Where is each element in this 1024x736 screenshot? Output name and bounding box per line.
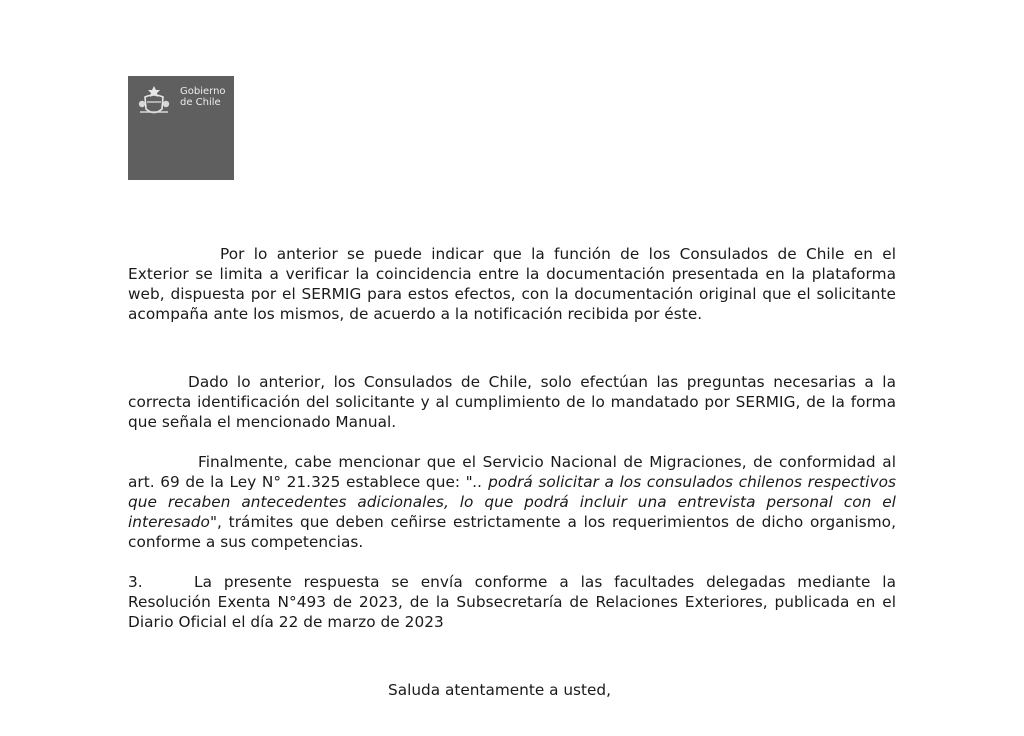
quoted-law-text: .. podrá solicitar a los consulados chilenos respectivos que recaben antecedentes adicionales, lo que podrá incluir una entrevista personal con el interesado	[128, 473, 896, 531]
paragraph-ley-21325	[128, 452, 896, 552]
coat-of-arms-icon	[136, 84, 172, 118]
closing-salutation: Saluda atentamente a usted,	[388, 681, 611, 699]
numbered-item-3	[128, 572, 896, 632]
gobierno-de-chile-logo	[128, 76, 234, 180]
paragraph-consulados-function: Por lo anterior se puede indicar que la función de los Consulados de Chile en el Exterior se limita a verificar la coincidencia entre la documentación presentada en la plataforma web, dispuesta por el SERMIG para estos efectos, con la documentación original que el solicitante acompaña ante los mismos, de acuerdo a la notificación recibida por éste.	[128, 245, 896, 323]
paragraph-tail: ", trámites que deben ceñirse estrictamente a los requerimientos de dicho organismo, conforme a sus competencias.	[128, 513, 896, 551]
item-number: 3.	[128, 573, 143, 591]
logo-line-2: de Chile	[180, 97, 221, 108]
paragraph-consulados-questions: Dado lo anterior, los Consulados de Chile, solo efectúan las preguntas necesarias a la correcta identificación del solicitante y al cumplimiento de lo mandatado por SERMIG, de la forma que señala el mencionado Manual.	[128, 373, 896, 431]
paragraph-lead: Finalmente, cabe mencionar que el Servicio Nacional de Migraciones, de conformidad al art. 69 de la Ley N° 21.325 establece que: "	[128, 453, 896, 491]
logo-line-1: Gobierno	[180, 86, 226, 97]
item-text: La presente respuesta se envía conforme a las facultades delegadas mediante la Resolución Exenta N°493 de 2023, de la Subsecretaría de Relaciones Exteriores, publicada en el Diario Oficial el día 22 de marzo de 2023	[128, 573, 896, 631]
logo-text	[180, 86, 226, 108]
